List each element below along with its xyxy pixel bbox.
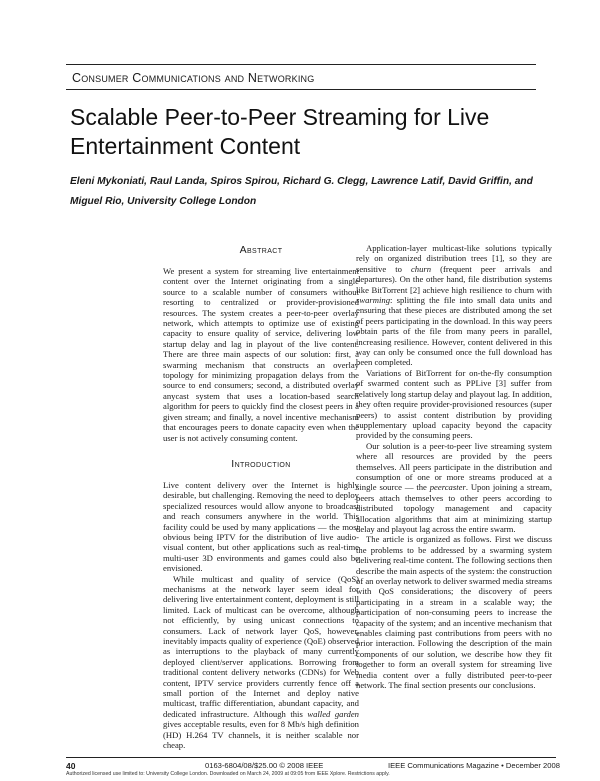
journal-info: IEEE Communications Magazine • December 2008 [388,761,560,770]
abstract-heading: Abstract [239,244,283,256]
section-label: Consumer Communications and Networking [66,64,536,90]
footer-divider [66,757,556,758]
article-title: Scalable Peer-to-Peer Streaming for Live Entertainment Content [70,104,490,159]
body-paragraph-bittorrent: Variations of BitTorrent for on-the-fly consumption of swarmed content such as PPLive [3] suffer from relatively long startup delay and playout lag. In addition, they often require provider-provisioned resources (super peers) to assist content distribution by providing supplementary upload capacity beyond the capacity provided by the consuming peers. [356,367,552,441]
left-column [163,244,359,750]
license-notice: Authorized licensed use limited to: University College London. Downloaded on March 24, 2009 at 09:05 from IEEE Xplore. Restrictions apply. [66,771,390,777]
body-paragraph-organization: The article is organized as follows. First we discuss the problems to be addressed by a swarming system delivering real-time content. The following sections then describe the main aspects of the system: the construction of an overlay network to deliver swarmed media streams with QoS considerations; the discovery of peers participating in a stream in a scalable way; the participation of non-consuming peers to increase the capacity of the system; and an incentive mechanism that enables claiming past contributions from peers with no prior interaction. Following the description of the main components of our solution, we describe how they fit together to form an overall system for streaming live media content over a fully distributed peer-to-peer network. The final section presents our conclusions. [356,534,553,691]
body-paragraph-application-layer: Application-layer multicast-like solutions typically rely on organized distribution trees [1], so they are sensitive to churn (frequent peer arrivals and departures). On the other hand, file distribution systems like BitTorrent [2] achieve high resilience to churn with swarming: splitting the file into small data units and ensuring that these pieces are distributed among the set of peers participating in the download. In this way peers obtain parts of the file from many peers in parallel, increasing resilience. However, content delivered in this way can only be consumed once the full download has been completed. [356,243,552,368]
intro-paragraph-2: While multicast and quality of service (QoS) mechanisms at the network layer seem ideal for delivering live entertainment content, deployment is still limited. Lack of multicast can be overcome, although not efficiently, by using unicast connections to consumers. Lack of network layer QoS, however, inevitably impacts quality of experience (QoE) observed as interruptions to the playback of many currently deployed client/server applications. Borrowing from traditional content delivery networks (CDNs) for Web content, IPTV service providers currently fence off a small portion of the Internet and deploy native multicast, traffic differentiation, abundant capacity, and dedicated infrastructure. Although this walled garden gives acceptable results, even for 8 Mb/s high definition (HD) H.264 TV channels, it is neither scalable nor cheap. [163,573,359,751]
introduction-heading: Introduction [231,457,291,470]
author-list: Eleni Mykoniati, Raul Landa, Spiros Spirou, Richard G. Clegg, Lawrence Latif, David Griffin, and Miguel Rio, University College London [70,176,533,207]
right-column [356,243,552,690]
issn-copyright: 0163-6804/08/$25.00 © 2008 IEEE [205,761,324,770]
intro-paragraph-1: Live content delivery over the Internet is highly desirable, but challenging. Removing the need to deploy specialized resources would allow anyone to broadcast and reach consumers anywhere in the world. This facility could be used by many applications — the most obvious being IPTV for the distribution of live audio-visual content, but other applications such as real-time multi-user 3D environments and games could also be envisioned. [163,479,359,574]
body-paragraph-solution: Our solution is a peer-to-peer live streaming system where all resources are provided by the peers themselves. All peers participate in the distribution and consumption of one or more streams produced at a single source — the peercaster. Upon joining a stream, peers attach themselves to other peers according to distributed topology management and capacity allocation algorithms that aim at minimizing startup delay and playout lag across the entire swarm. [356,440,552,534]
abstract-text: We present a system for streaming live entertainment content over the Internet originating from a single source to a scalable number of consumers without resorting to centralized or provider-provisioned resources. The system creates a peer-to-peer overlay network, which attempts to optimize use of existing capacity to ensure quality of service, delivering low startup delay and lag in playout of the live content. There are three main aspects of our solution: first, a swarming mechanism that constructs an overlay topology for minimizing propagation delays from the source to end consumers; second, a distributed overlay anycast system that uses a location-based search algorithm for peers to quickly find the closest peers in a given stream; and finally, a novel incentive mechanism that encourages peers to donate capacity even when the user is not actively consuming content. [163,266,359,443]
page-number: 40 [66,761,76,771]
